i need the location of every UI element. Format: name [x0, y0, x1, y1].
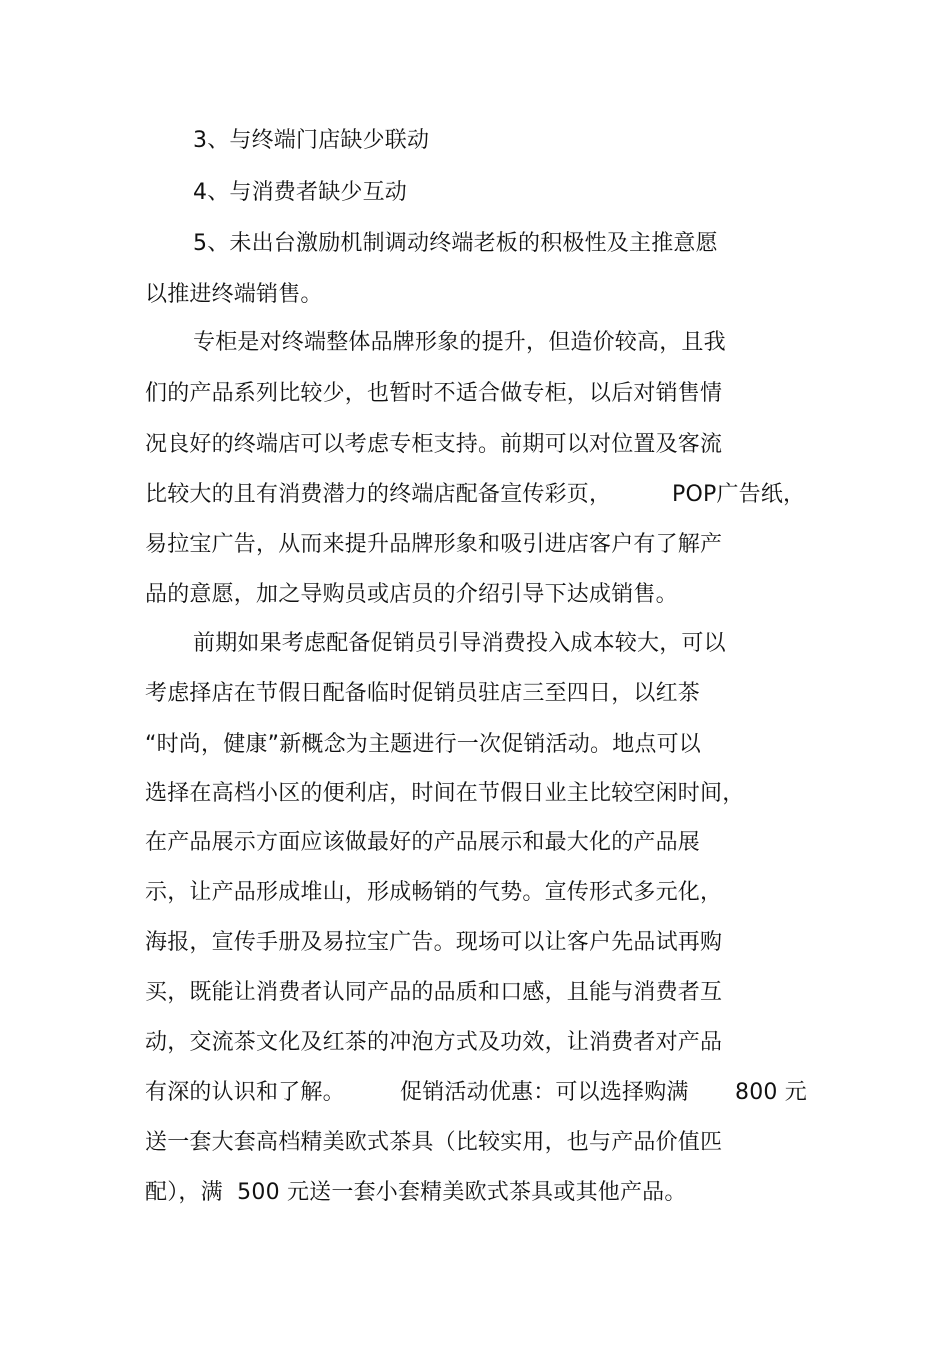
paragraph-1-line-1: 专柜是对终端整体品牌形象的提升，但造价较高，且我 [193, 330, 726, 355]
paragraph-2-line-9: 动，交流茶文化及红茶的冲泡方式及功效，让消费者对产品 [145, 1030, 723, 1055]
paragraph-2-line-10: 有深的认识和了解。 [145, 1080, 345, 1105]
paragraph-1-line-3: 况良好的终端店可以考虑专柜支持。前期可以对位置及客流 [145, 432, 723, 457]
paragraph-2-line-7: 海报，宣传手册及易拉宝广告。现场可以让客户先品试再购 [145, 930, 723, 955]
paragraph-2-line-3: “时尚，健康”新概念为主题进行一次促销活动。地点可以 [145, 732, 701, 757]
paragraph-2-line-6: 示，让产品形成堆山，形成畅销的气势。宣传形式多元化， [145, 880, 723, 905]
paragraph-2-line-11: 送一套大套高档精美欧式茶具（比较实用，也与产品价值匹 [145, 1130, 723, 1155]
paragraph-1-line-6: 品的意愿，加之导购员或店员的介绍引导下达成销售。 [145, 582, 678, 607]
paragraph-1-line-2: 们的产品系列比较少，也暂时不适合做专柜，以后对销售情 [145, 381, 723, 406]
paragraph-1-line-5: 易拉宝广告，从而来提升品牌形象和吸引进店客户有了解产 [145, 532, 723, 557]
paragraph-2-line-10-middle: 促销活动优惠：可以选择购满 [400, 1080, 689, 1105]
list-item-3: 3、与终端门店缺少联动 [193, 128, 430, 153]
paragraph-1-line-4-tail: POP广告纸， [672, 482, 806, 507]
list-item-4: 4、与消费者缺少互动 [193, 180, 407, 205]
paragraph-2-line-10-tail: 800 元 [735, 1080, 807, 1105]
paragraph-2-line-2: 考虑择店在节假日配备临时促销员驻店三至四日，以红茶 [145, 681, 701, 706]
list-item-5: 5、未出台激励机制调动终端老板的积极性及主推意愿 [193, 231, 718, 256]
paragraph-2-line-12: 配），满 500 元送一套小套精美欧式茶具或其他产品。 [145, 1180, 687, 1205]
paragraph-1-line-4: 比较大的且有消费潜力的终端店配备宣传彩页， [145, 482, 612, 507]
list-item-5-continued: 以推进终端销售。 [145, 282, 323, 307]
paragraph-2-line-1: 前期如果考虑配备促销员引导消费投入成本较大，可以 [193, 631, 726, 656]
paragraph-2-line-5: 在产品展示方面应该做最好的产品展示和最大化的产品展 [145, 830, 701, 855]
paragraph-2-line-8: 买，既能让消费者认同产品的品质和口感，且能与消费者互 [145, 980, 723, 1005]
paragraph-2-line-4: 选择在高档小区的便利店，时间在节假日业主比较空闲时间， [145, 781, 745, 806]
